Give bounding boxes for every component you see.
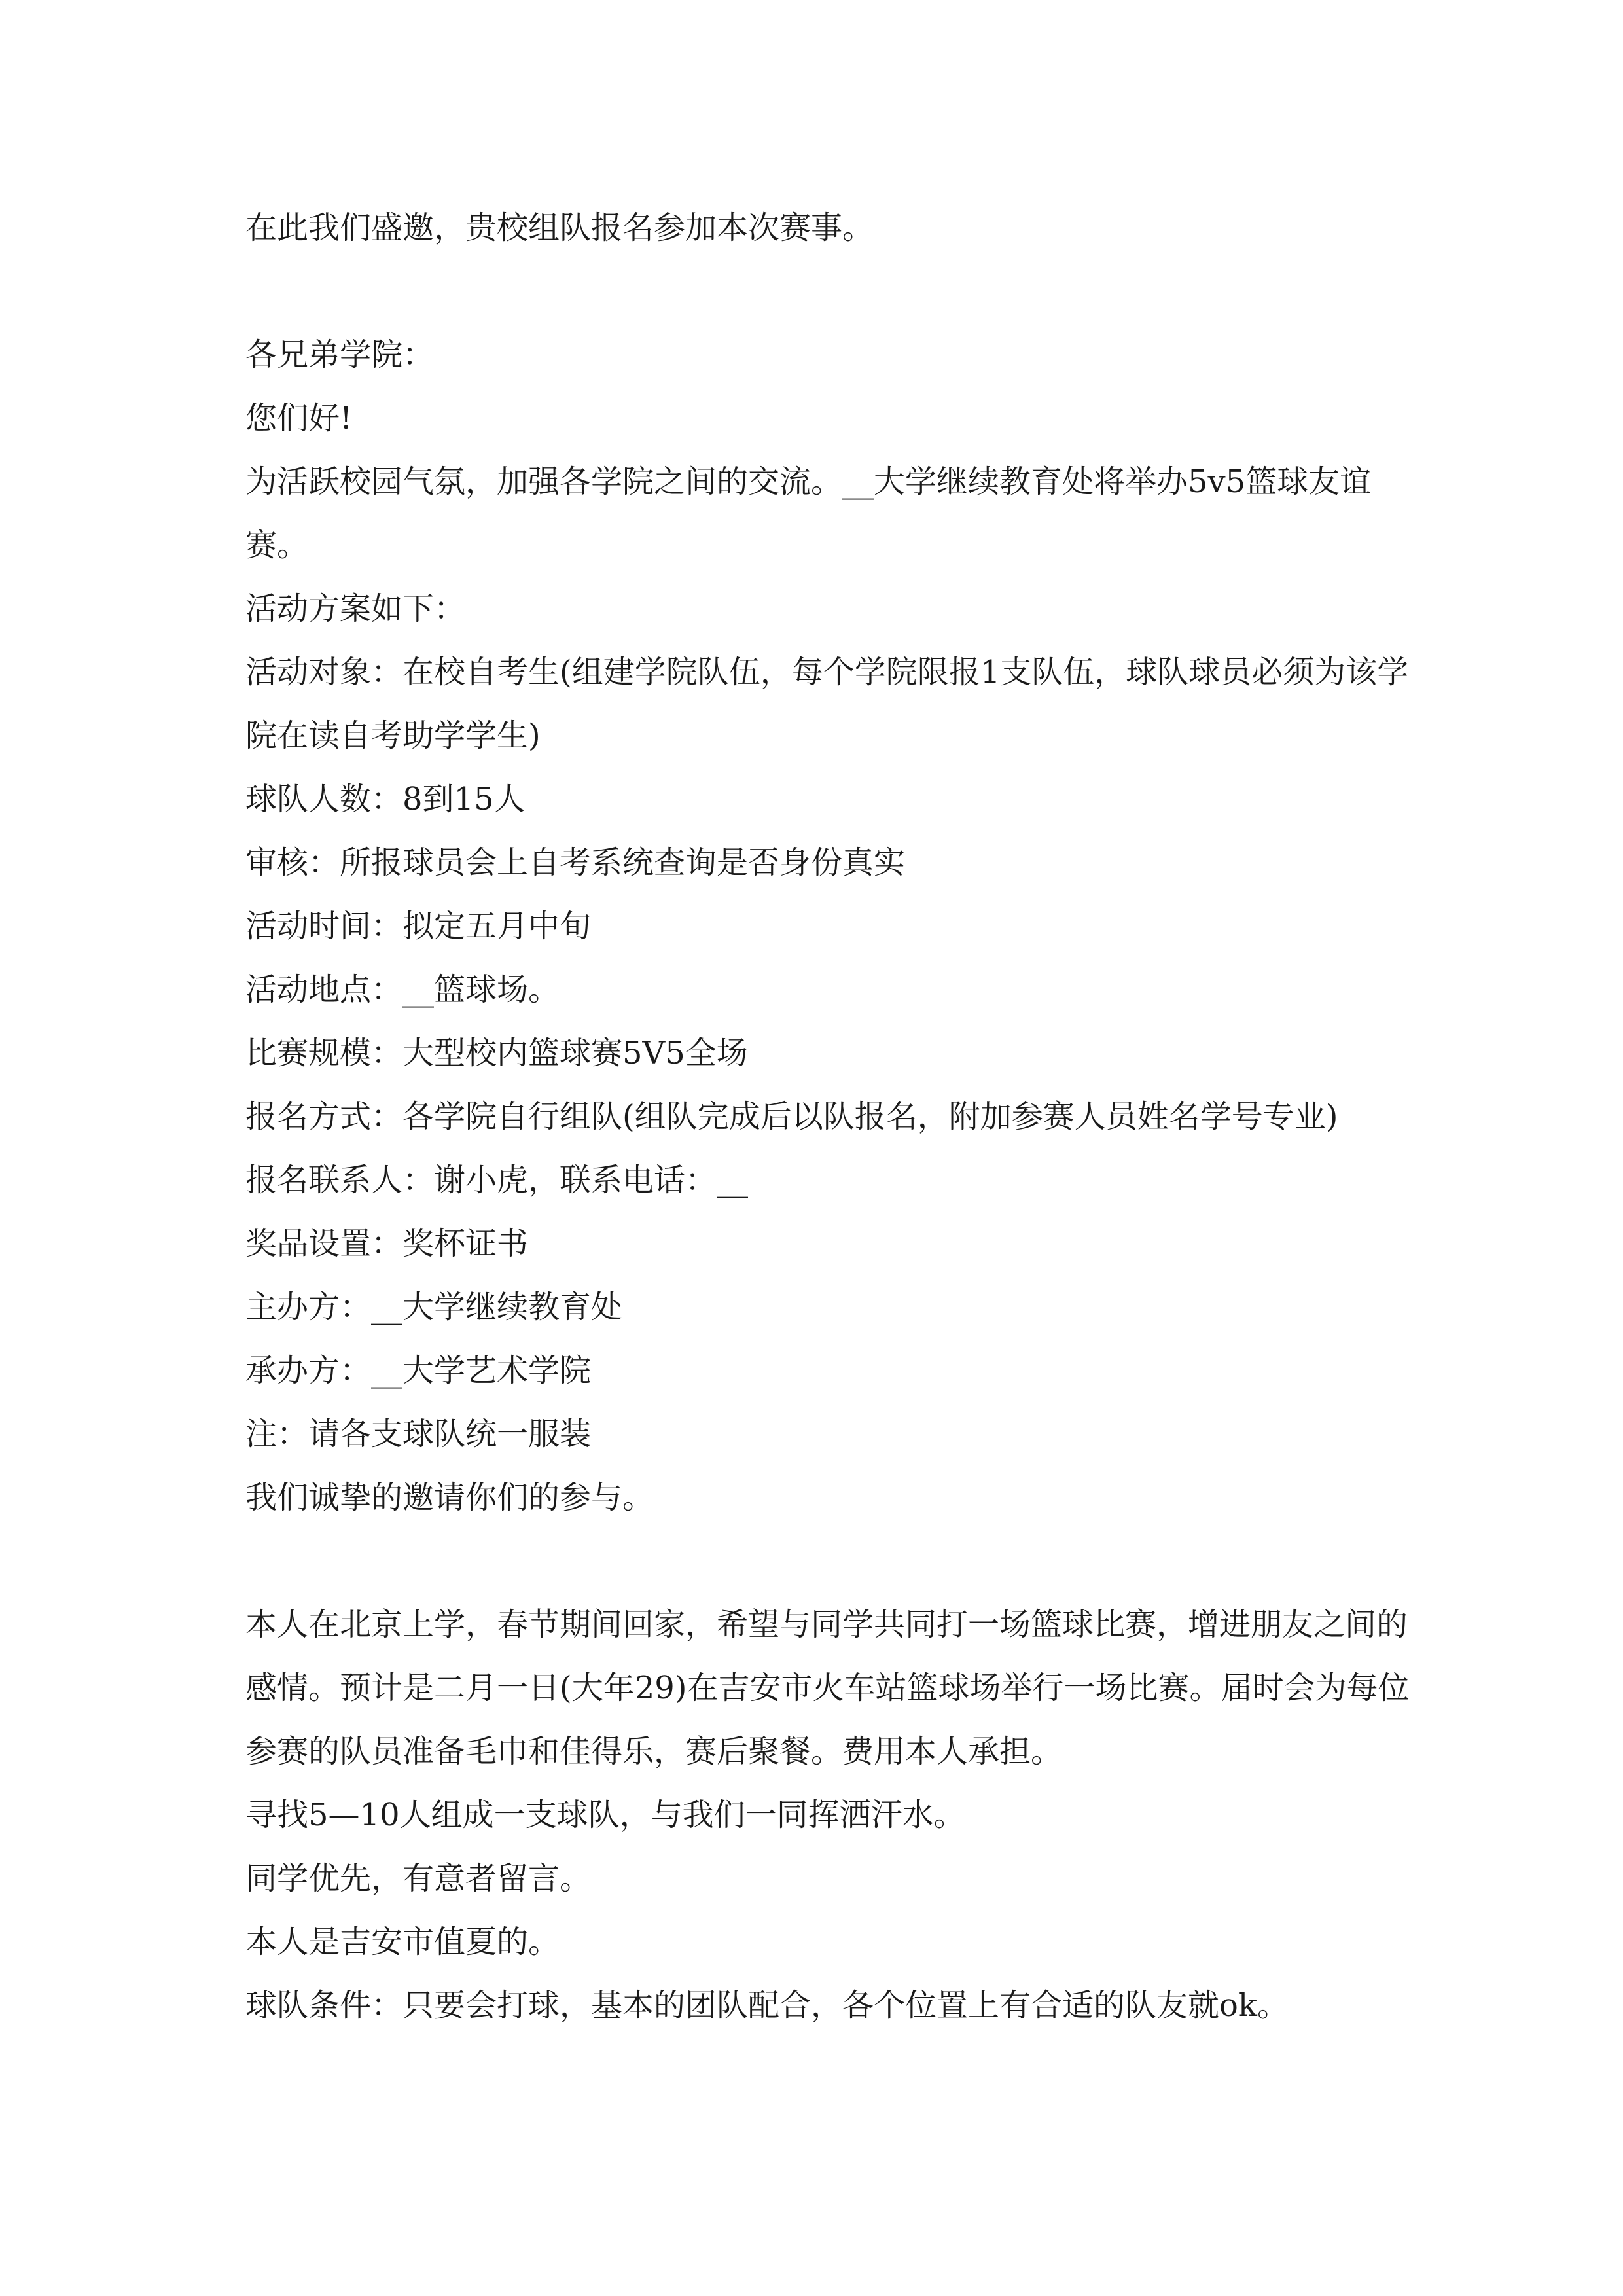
- personal-intro-paragraph: 本人在北京上学，春节期间回家，希望与同学共同打一场篮球比赛，增进朋友之间的感情。预计是二月一日(大年29)在吉安市火车站篮球场举行一场比赛。届时会为每位参赛的队员准备毛巾和佳得乐，赛后聚餐。费用本人承担。: [245, 1606, 1410, 1770]
- activity-target: 活动对象：在校自考生(组建学院队伍，每个学院限报1支队伍，球队球员必须为该学院在读自考助学学生): [245, 654, 1409, 754]
- plan-heading: 活动方案如下：: [245, 590, 466, 627]
- closing-line: 我们诚挚的邀请你们的参与。: [245, 1479, 654, 1516]
- invitation-line: 在此我们盛邀，贵校组队报名参加本次赛事。: [245, 209, 874, 246]
- seeking-line: 寻找5—10人组成一支球队，与我们一同挥洒汗水。: [245, 1797, 965, 1833]
- signup-contact: 报名联系人：谢小虎，联系电话：__: [245, 1162, 749, 1198]
- greeting-line: 各兄弟学院：: [245, 336, 435, 373]
- hello-line: 您们好!: [245, 400, 353, 437]
- paragraph-gap: [245, 260, 1410, 323]
- activity-place: 活动地点：__篮球场。: [245, 971, 560, 1008]
- intro-paragraph: 为活跃校园气氛，加强各学院之间的交流。__大学继续教育处将举办5v5篮球友谊赛。: [245, 463, 1372, 564]
- signup-method: 报名方式：各学院自行组队(组队完成后以队报名，附加参赛人员姓名学号专业): [245, 1098, 1338, 1135]
- origin-line: 本人是吉安市值夏的。: [245, 1924, 560, 1960]
- priority-line: 同学优先，有意者留言。: [245, 1860, 592, 1897]
- activity-time: 活动时间：拟定五月中旬: [245, 908, 592, 944]
- organizer-line: 承办方：__大学艺术学院: [245, 1352, 592, 1389]
- host-line: 主办方：__大学继续教育处: [245, 1289, 623, 1325]
- team-size: 球队人数：8到15人: [245, 781, 526, 817]
- review-line: 审核：所报球员会上自考系统查询是否身份真实: [245, 844, 906, 881]
- document-body: [245, 196, 1410, 2037]
- note-line: 注：请各支球队统一服装: [245, 1416, 592, 1452]
- match-scale: 比赛规模：大型校内篮球赛5V5全场: [245, 1035, 748, 1071]
- paragraph-gap: [245, 1530, 1410, 1593]
- conditions-line: 球队条件：只要会打球，基本的团队配合，各个位置上有合适的队友就ok。: [245, 1987, 1289, 2024]
- prize-setting: 奖品设置：奖杯证书: [245, 1225, 529, 1262]
